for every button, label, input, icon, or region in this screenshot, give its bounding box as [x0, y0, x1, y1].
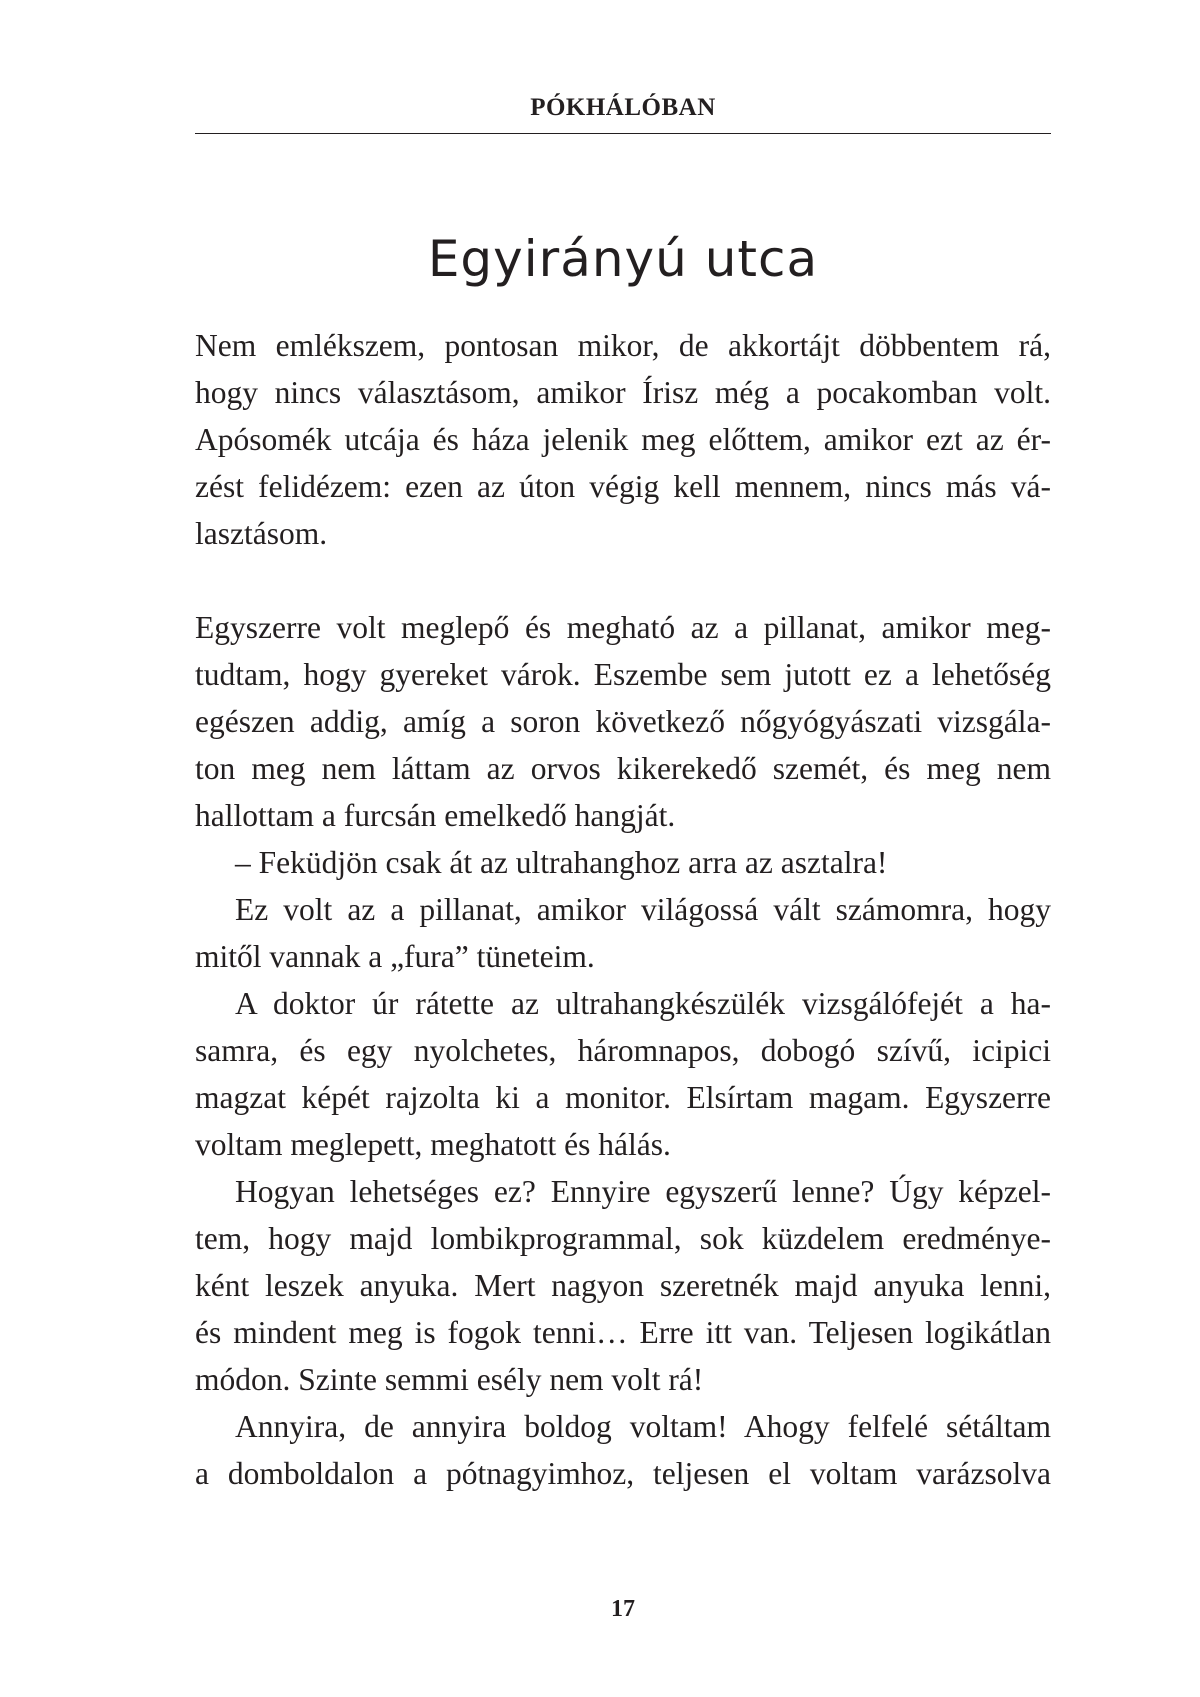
text-line: voltam meglepett, meghatott és hálás.: [195, 1127, 671, 1162]
text-line: – Feküdjön csak át az ultrahanghoz arra az asztalra!: [235, 845, 888, 880]
text-line: lasztásom.: [195, 516, 328, 551]
text-line: A doktor úr rátette az ultrahangkészülék vizsgálófejét a ha-: [235, 986, 1051, 1021]
text-line: Apósomék utcája és háza jelenik meg előttem, amikor ezt az ér-: [195, 422, 1051, 457]
chapter-title: Egyirányú utca: [427, 229, 819, 288]
text-line: magzat képét rajzolta ki a monitor. Elsírtam magam. Egyszerre: [195, 1080, 1051, 1115]
text-line: ként leszek anyuka. Mert nagyon szeretnék majd anyuka lenni,: [195, 1268, 1051, 1303]
section-break: [195, 557, 1051, 604]
text-line: tem, hogy majd lombikprogrammal, sok küzdelem eredménye-: [195, 1221, 1051, 1256]
text-line: egészen addig, amíg a soron következő nőgyógyászati vizsgála-: [195, 704, 1051, 739]
text-line: ton meg nem láttam az orvos kikerekedő szemét, és meg nem: [195, 751, 1051, 786]
text-line: Nem emlékszem, pontosan mikor, de akkortájt döbbentem rá,: [195, 328, 1051, 363]
text-line: mitől vannak a „fura” tüneteim.: [195, 939, 595, 974]
text-line: zést felidézem: ezen az úton végig kell mennem, nincs más vá-: [195, 469, 1051, 504]
text-line: Egyszerre volt meglepő és megható az a pillanat, amikor meg-: [195, 610, 1051, 645]
text-line: hogy nincs választásom, amikor Írisz még a pocakomban volt.: [195, 375, 1051, 410]
running-head: PÓKHÁLÓBAN: [530, 94, 716, 121]
text-line: a domboldalon a pótnagyimhoz, teljesen el voltam varázsolva: [195, 1456, 1051, 1491]
text-line: Ez volt az a pillanat, amikor világossá vált számomra, hogy: [235, 892, 1051, 927]
text-line: tudtam, hogy gyereket várok. Eszembe sem jutott ez a lehetőség: [195, 657, 1051, 692]
text-line: Hogyan lehetséges ez? Ennyire egyszerű lenne? Úgy képzel-: [235, 1174, 1051, 1209]
text-line: és mindent meg is fogok tenni… Erre itt van. Teljesen logikátlan: [195, 1315, 1051, 1350]
text-line: samra, és egy nyolchetes, háromnapos, dobogó szívű, icipici: [195, 1033, 1051, 1068]
text-line: hallottam a furcsán emelkedő hangját.: [195, 798, 676, 833]
page-number: 17: [611, 1596, 635, 1622]
text-line: Annyira, de annyira boldog voltam! Ahogy felfelé sétáltam: [235, 1409, 1051, 1444]
text-line: módon. Szinte semmi esély nem volt rá!: [195, 1362, 704, 1397]
header-rule: [195, 133, 1051, 134]
body-text: [195, 322, 1051, 1497]
